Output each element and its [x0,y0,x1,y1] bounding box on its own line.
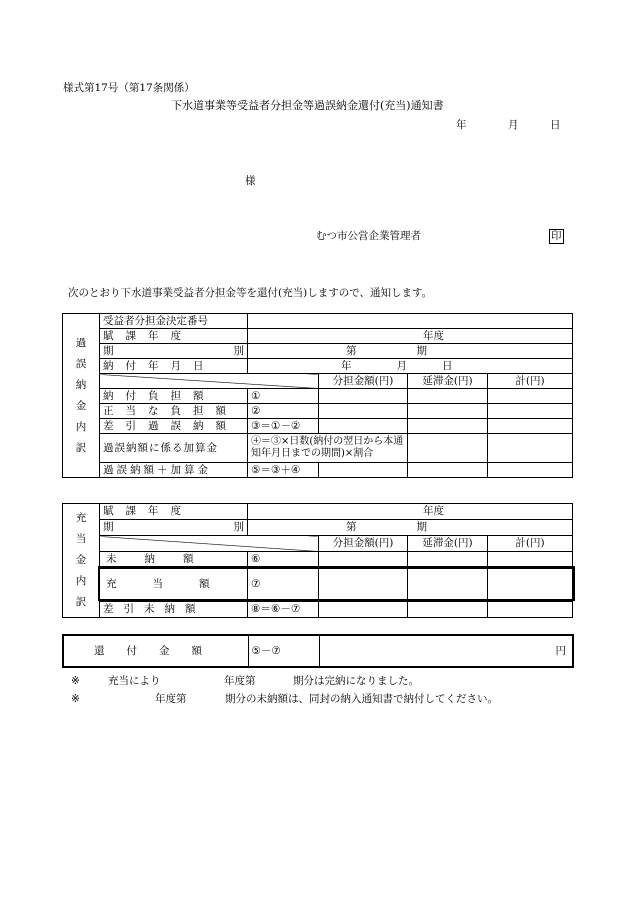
net-unpaid-label: 差引未納額 [100,601,248,617]
unpaid-amount-cell[interactable] [319,552,408,568]
recipient-suffix: 様 [245,175,256,187]
col-header-amount: 分担金額(円) [319,374,408,389]
net-overpay-total-cell[interactable] [488,419,573,434]
intro-text: 次のとおり下水道事業受益者分担金等を還付(充当)しますので、通知します。 [68,287,433,299]
app-fiscal-year-label: 賦課年度 [100,504,248,520]
proper-amount-label: 正当な負担額 [100,404,248,419]
fiscal-year-value[interactable]: 年度 [248,329,573,344]
applied-late-fee-cell[interactable] [408,568,488,601]
seal-mark: 印 [551,230,562,242]
appropriation-table [62,503,573,618]
net-unpaid-total-cell[interactable] [488,601,573,617]
assessed-total-cell[interactable] [488,389,573,404]
formula-7: ⑦ [248,568,319,601]
date-month-label: 月 [508,119,519,131]
formula-4: ④＝③×日数(納付の翌日から本通知年月日までの期間)×割合 [248,434,408,463]
diagonal-header-cell [100,374,319,389]
net-unpaid-amount-cell[interactable] [319,601,408,617]
formula-3: ③＝①－② [248,419,319,434]
formula-6: ⑥ [248,552,319,568]
grand-amount-cell[interactable] [319,463,408,478]
app-col-header-amount: 分担金額(円) [319,536,408,552]
overpay-plus-addition-label: 過誤納額＋加算金 [100,463,248,478]
addition-late-fee-cell[interactable] [408,434,488,463]
date-day-label: 日 [550,119,561,131]
note-2-text-a: 年度第 [155,693,187,705]
col-header-total: 計(円) [488,374,573,389]
proper-late-fee-cell[interactable] [408,404,488,419]
note-1-text-a: 充当により [108,675,161,687]
formula-2: ② [248,404,319,419]
formula-1: ① [248,389,319,404]
assessed-amount-label: 納付負担額 [100,389,248,404]
formula-5: ⑤＝③＋④ [248,463,319,478]
period-label: 期別 [100,344,248,359]
decision-number-label: 受益者分担金決定番号 [100,314,248,329]
refund-formula: ⑤－⑦ [248,635,319,667]
app-period-value[interactable]: 第 期 [248,520,573,536]
proper-amount-cell[interactable] [319,404,408,419]
note-1-text-b: 年度第 [224,675,256,687]
note-1-mark: ※ [71,675,80,687]
document-title: 下水道事業等受益者分担金等過誤納金還付(充当)通知書 [171,99,444,112]
unpaid-total-cell[interactable] [488,552,573,568]
grand-late-fee-cell[interactable] [408,463,488,478]
app-col-header-late-fee: 延滞金(円) [408,536,488,552]
net-unpaid-late-fee-cell[interactable] [408,601,488,617]
refund-table [62,634,574,668]
grand-total-cell[interactable] [488,463,573,478]
app-period-label: 期別 [100,520,248,536]
unpaid-label: 未納額 [100,552,248,568]
addition-label: 過誤納額に係る加算金 [100,434,248,463]
assessed-late-fee-cell[interactable] [408,389,488,404]
app-diagonal-header-cell [100,536,319,552]
note-2-text-b: 期分の未納額は、同封の納入通知書で納付してください。 [225,693,498,705]
formula-8: ⑧＝⑥－⑦ [248,601,319,617]
applied-label: 充当額 [100,568,248,601]
app-fiscal-year-value[interactable]: 年度 [248,504,573,520]
refund-amount-value[interactable]: 円 [319,635,573,667]
net-overpay-amount-cell[interactable] [319,419,408,434]
appropriation-side-label: 充 当 金 内 訳 [63,504,100,618]
overpayment-side-label: 過 誤 納 金 内 訳 [63,314,100,478]
applied-total-cell[interactable] [488,568,573,601]
assessed-amount-cell[interactable] [319,389,408,404]
net-overpay-label: 差引過誤納額 [100,419,248,434]
period-value[interactable]: 第 期 [248,344,573,359]
col-header-late-fee: 延滞金(円) [408,374,488,389]
date-year-label: 年 [456,119,467,131]
note-2-mark: ※ [71,693,80,705]
unpaid-late-fee-cell[interactable] [408,552,488,568]
decision-number-value[interactable] [248,314,573,329]
net-overpay-late-fee-cell[interactable] [408,419,488,434]
refund-amount-label: 還付金額 [63,635,248,667]
note-1-text-c: 期分は完納になりました。 [293,675,419,687]
applied-amount-cell[interactable] [319,568,408,601]
overpayment-table [62,313,573,478]
paid-date-value[interactable]: 年 月 日 [248,359,573,374]
addition-total-cell[interactable] [488,434,573,463]
proper-total-cell[interactable] [488,404,573,419]
app-col-header-total: 計(円) [488,536,573,552]
issuer-name: むつ市公営企業管理者 [316,230,421,242]
form-number: 様式第17号（第17条関係） [63,82,195,94]
paid-date-label: 納付年月日 [100,359,248,374]
fiscal-year-label: 賦課年度 [100,329,248,344]
